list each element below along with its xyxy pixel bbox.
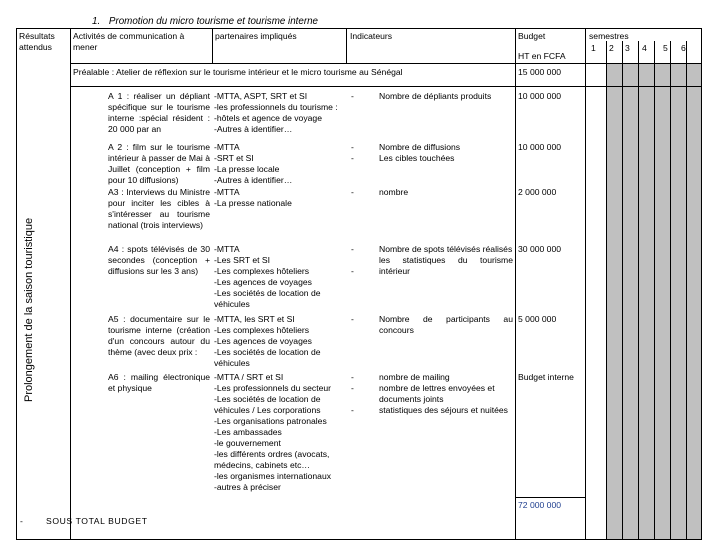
indicator-dash-a1: - [351, 91, 354, 101]
header-results: Résultats attendus [19, 31, 55, 52]
preamble-budget: 15 000 000 [518, 67, 562, 77]
col-divider-partners [346, 28, 347, 63]
subtotal-label: SOUS TOTAL BUDGET [46, 516, 148, 526]
partners-a3: -MTTA -La presse nationale [214, 187, 292, 208]
indicators-a2: Nombre de diffusions Les cibles touchées [379, 142, 461, 163]
partners-a2: -MTTA -SRT et SI -La presse locale -Autres à identifier… [214, 142, 293, 185]
header-divider [70, 63, 702, 64]
section-title-text: Promotion du micro tourisme et tourisme interne [108, 16, 318, 27]
header-budget: Budget [518, 31, 546, 41]
indicators-a4: Nombre de spots télévisés réalisés les statistiques du tourisme intérieur [379, 244, 513, 276]
col-divider-budget [585, 28, 586, 540]
table-right-border [701, 28, 702, 540]
budget-a3: 2 000 000 [518, 187, 557, 197]
semester-number-1: 1 [591, 43, 596, 53]
header-semesters: semestres [589, 31, 629, 41]
subtotal-value: 72 000 000 [518, 500, 562, 510]
budget-a2: 10 000 000 [518, 142, 562, 152]
table-top-border [16, 28, 702, 29]
indicators-a6: nombre de mailing nombre de lettres envoyées et documents joints statistiques des séjours et nuitées [379, 372, 508, 415]
sem-divider-4 [654, 41, 655, 540]
partners-a5: -MTTA, les SRT et SI -Les complexes hôteliers -Les agences de voyages -Les sociétés de location de véhicules [214, 314, 321, 368]
activity-a5: A5 : documentaire sur le tourisme interne (création d'un concours autour du thème (avec deux prix : [108, 314, 210, 357]
activity-a2: A 2 : film sur le tourisme intérieur à passer de Mai à Juillet (conception + film pour 10 diffusions) [108, 142, 210, 185]
sem-divider-1 [606, 41, 607, 540]
sem-divider-6 [686, 41, 687, 540]
indicators-a1: Nombre de dépliants produits [379, 91, 492, 101]
col-divider-activities [212, 28, 213, 63]
budget-a4: 30 000 000 [518, 244, 562, 254]
budget-a1: 10 000 000 [518, 91, 562, 101]
activity-a6: A6 : mailing électronique et physique [108, 372, 210, 393]
header-budget-sub: HT en FCFA [518, 51, 566, 61]
section-title [92, 16, 318, 27]
sem-divider-3 [638, 41, 639, 540]
subtotal-dash: - [20, 516, 23, 526]
budget-a5: 5 000 000 [518, 314, 557, 324]
preamble-divider [70, 86, 702, 87]
indicator-dash-a3: - [351, 187, 354, 197]
sem-divider-2 [622, 41, 623, 540]
partners-a6: -MTTA / SRT et SI -Les professionnels du secteur -Les sociétés de location de véhicules / Les corporations -Les organisations patronales -Les ambassades -le gouvernement -les différents ordres (avocats, médecins, cabinets etc… -les organismes internationaux -autres à préciser [214, 372, 332, 492]
header-activities: Activités de communication à mener [73, 31, 185, 52]
col-divider-results [70, 28, 71, 540]
indicator-dash-a2: - - [351, 142, 354, 163]
indicator-dash-a5: - [351, 314, 354, 324]
semester-number-4: 4 [642, 43, 647, 53]
semester-number-5: 5 [663, 43, 668, 53]
activity-a3: A3 : Interviews du Ministre pour inciter les cibles à s'intéresser au tourisme national (trois interviews) [108, 187, 210, 230]
sem-divider-5 [670, 41, 671, 540]
indicator-dash-a4: - - [351, 244, 354, 276]
partners-a4: -MTTA -Les SRT et SI -Les complexes hôteliers -Les agences de voyages -Les sociétés de location de véhicules [214, 244, 321, 309]
header-indicators: Indicateurs [350, 31, 393, 41]
semester-number-2: 2 [609, 43, 614, 53]
section-number: 1. [92, 16, 101, 27]
table-left-border [16, 28, 17, 540]
indicator-dash-a6: - - - [351, 372, 354, 415]
partners-a1: -MTTA, ASPT, SRT et SI -les professionnels du tourisme : -hôtels et agence de voyage -Autres à identifier… [214, 91, 338, 134]
header-partners: partenaires impliqués [215, 31, 297, 41]
indicators-a5: Nombre de participants au concours [379, 314, 513, 335]
result-vertical-label: Prolongement de la saison touristique [23, 217, 35, 402]
col-divider-indicators [515, 28, 516, 540]
activity-a1: A 1 : réaliser un dépliant spécifique sur le tourisme interne :spécial résident : 20 000 par an [108, 91, 210, 134]
semester-number-6: 6 [681, 43, 686, 53]
total-divider [515, 497, 585, 498]
activity-a4: A4 : spots télévisés de 30 secondes (conception + diffusions sur les 3 ans) [108, 244, 210, 276]
semester-number-3: 3 [625, 43, 630, 53]
budget-a6: Budget interne [518, 372, 574, 382]
preamble-text: Préalable : Atelier de réflexion sur le tourisme intérieur et le micro tourisme au Sénégal [73, 67, 403, 77]
indicators-a3: nombre [379, 187, 409, 197]
